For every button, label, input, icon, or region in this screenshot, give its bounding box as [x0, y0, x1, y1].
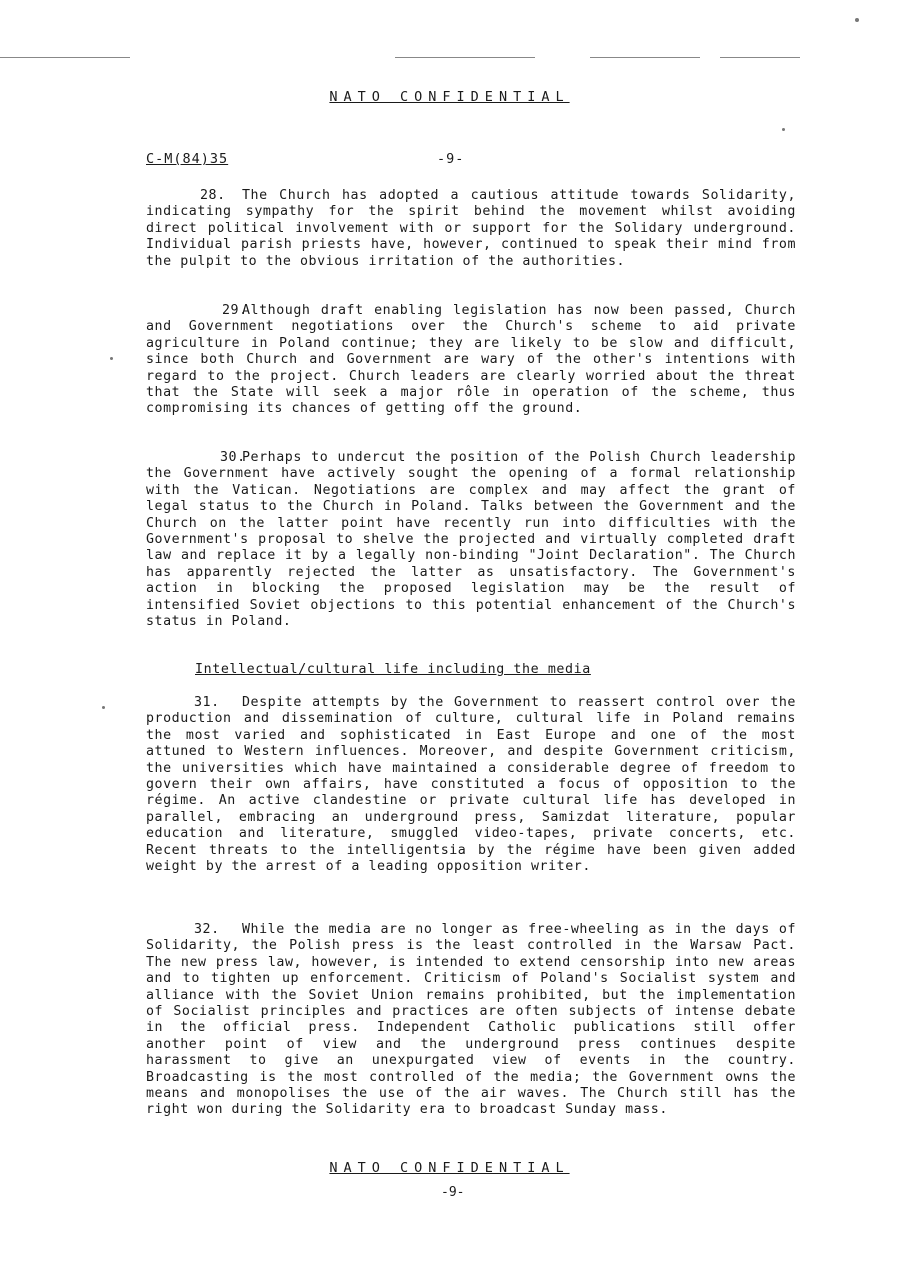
classification-header: NATO CONFIDENTIAL — [329, 89, 570, 105]
scan-speck — [102, 706, 105, 709]
scan-speck — [782, 128, 785, 131]
page-number: -9- — [437, 151, 465, 167]
paragraph-28 — [146, 188, 796, 270]
header-rule — [590, 57, 700, 58]
header-rule — [0, 57, 130, 58]
classification-footer: NATO CONFIDENTIAL — [329, 1160, 570, 1176]
paragraph-31 — [146, 695, 796, 875]
scan-speck — [110, 357, 113, 360]
paragraph-number: 32. — [194, 922, 220, 937]
paragraph-text: While the media are no longer as free-wheeling as in the days of Solidarity, the Polish press is the least controlled in the Warsaw Pact. The new press law, however, is intended to extend censorship into new areas and to tighten up enforcement. Criticism of Poland's Socialist system and alliance with the Soviet Union remains prohibited, but the implementation of Socialist principles and practices are often subjects of intense debate in the official press. Independent Catholic publications still offer another point of view and the underground press continues despite harassment to give an unexpurgated view of events in the country. Broadcasting is the most controlled of the media; the Government owns the means and monopolises the use of the air waves. The Church still has the right won during the Solidarity era to broadcast Sunday mass. — [146, 922, 796, 1118]
scan-speck — [855, 18, 859, 22]
paragraph-text: Despite attempts by the Government to reassert control over the production and dissemination of culture, cultural life in Poland remains the most varied and sophisticated in East Europe and one of the most attuned to Western influences. Moreover, and despite Government criticism, the universities which have maintained a considerable degree of freedom to govern their own affairs, have constituted a focus of opposition to the régime. An active clandestine or private cultural life has developed in parallel, embracing an underground press, Samizdat literature, popular education and literature, smuggled video-tapes, private concerts, etc. Recent threats to the intelligentsia by the régime have been given added weight by the arrest of a leading opposition writer. — [146, 695, 796, 875]
header-rule — [395, 57, 535, 58]
paragraph-text: Although draft enabling legislation has now been passed, Church and Government negotiations over the Church's scheme to aid private agriculture in Poland continue; they are likely to be slow and difficult, since both Church and Government are wary of the other's intentions with regard to the project. Church leaders are clearly worried about the threat that the State will seek a major rôle in operation of the scheme, thus compromising its chances of getting off the ground. — [146, 303, 796, 417]
paragraph-text: Perhaps to undercut the position of the Polish Church leadership the Government have actively sought the opening of a formal relationship with the Vatican. Negotiations are complex and may affect the grant of legal status to the Church in Poland. Talks between the Government and the Church on the latter point have recently run into difficulties with the Government's proposal to shelve the projected and virtually completed draft law and replace it by a legally non-binding "Joint Declaration". The Church has apparently rejected the latter as unsatisfactory. The Government's action in blocking the proposed legislation may be the result of intensified Soviet objections to this potential enhancement of the Church's status in Poland. — [146, 450, 796, 630]
page-number-footer: -9- — [441, 1185, 465, 1200]
paragraph-number: 29. — [222, 303, 248, 318]
paragraph-29 — [146, 303, 796, 418]
section-heading: Intellectual/cultural life including the media — [195, 662, 591, 677]
paragraph-number: 31. — [194, 695, 220, 710]
document-reference: C-M(84)35 — [146, 151, 229, 167]
header-rule — [720, 57, 800, 58]
paragraph-32 — [146, 922, 796, 1119]
paragraph-number: 28. — [200, 188, 226, 203]
paragraph-text: The Church has adopted a cautious attitude towards Solidarity, indicating sympathy for the spirit behind the movement whilst avoiding direct political involvement with or support for the Solidary underground. Individual parish priests have, however, continued to speak their mind from the pulpit to the obvious irritation of the authorities. — [146, 188, 796, 269]
paragraph-30 — [146, 450, 796, 630]
paragraph-number: 30. — [220, 450, 246, 465]
